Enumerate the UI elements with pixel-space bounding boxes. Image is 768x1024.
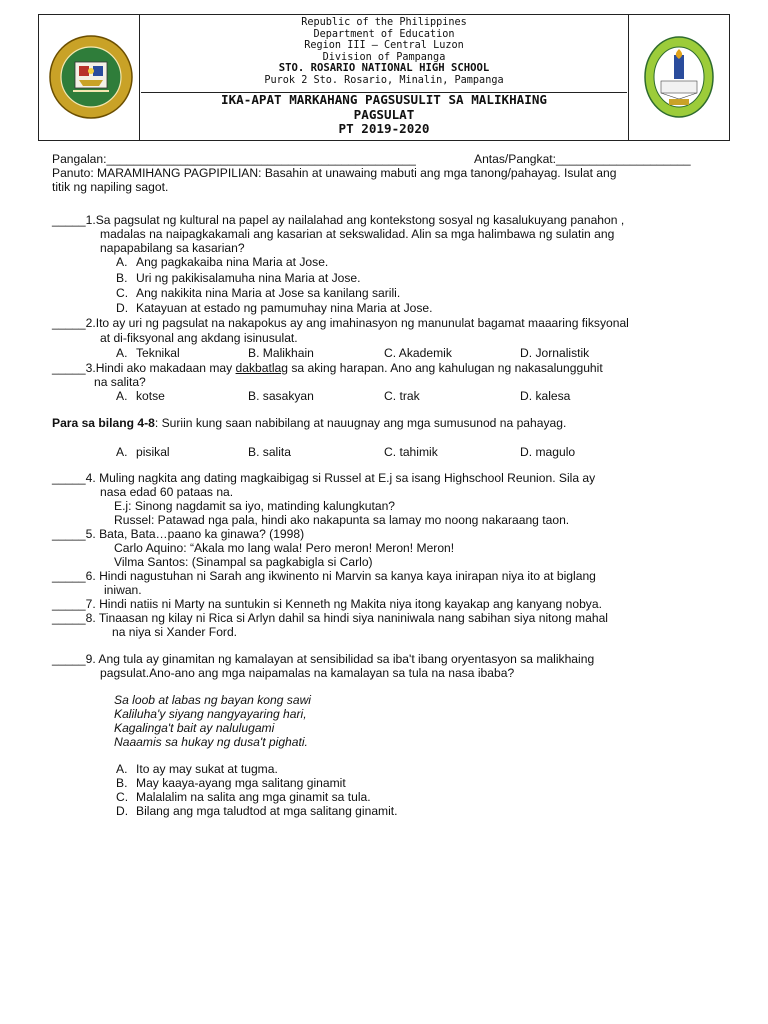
header-line-division: Division of Pampanga bbox=[322, 51, 446, 63]
q3-line-1 bbox=[52, 362, 603, 376]
header-left-cell bbox=[39, 15, 140, 140]
q8-line-2: na niya si Xander Ford. bbox=[112, 625, 238, 639]
q9-choice-b: May kaaya-ayang mga salitang ginamit bbox=[136, 776, 346, 790]
q1-choice-c-letter: C. bbox=[116, 286, 129, 300]
exam-title-block bbox=[141, 92, 627, 141]
q2-choice-c: C. Akademik bbox=[384, 346, 452, 360]
q1-line-1: _____1.Sa pagsulat ng kultural na papel ay nailalahad ang kontekstong sosyal ng kasalukuyang panahon , bbox=[52, 213, 625, 227]
deped-seal-icon bbox=[47, 25, 135, 129]
q3-choice-d: D. kalesa bbox=[520, 389, 571, 403]
q5-line-2: Carlo Aquino: “Akala mo lang wala! Pero meron! Meron! Meron! bbox=[114, 541, 455, 555]
q2-choice-b: B. Malikhain bbox=[248, 346, 314, 360]
q2-choice-a: Teknikal bbox=[136, 346, 180, 360]
q9-choice-c-letter: C. bbox=[116, 790, 129, 804]
q1-choice-c: Ang nakikita nina Maria at Jose sa kanilang sarili. bbox=[136, 286, 401, 300]
section-choice-a-letter: A. bbox=[116, 445, 128, 459]
q8-line-1: _____8. Tinaasan ng kilay ni Rica si Arlyn dahil sa hindi siya naniniwala nang sabihan siya nitong mahal bbox=[52, 611, 608, 625]
q4-line-4: Russel: Patawad nga pala, hindi ako nakapunta sa lamay mo noong nakaraang taon. bbox=[114, 513, 570, 527]
section-4-8-text: : Suriin kung saan nabibilang at nauugnay ang mga sumusunod na pahayag. bbox=[154, 416, 567, 430]
q1-choice-d: Katayuan at estado ng pamumuhay nina Maria at Jose. bbox=[136, 301, 433, 315]
q1-choice-b-letter: B. bbox=[116, 271, 128, 285]
q4-line-3: E.j: Sinong nagdamit sa iyo, matinding kalungkutan? bbox=[114, 499, 396, 513]
section-choice-a: pisikal bbox=[136, 445, 170, 459]
instructions-line-2: titik ng napiling sagot. bbox=[52, 180, 169, 194]
q4-line-1: _____4. Muling nagkita ang dating magkaibigag si Russel at E.j sa isang Highschool Reunion. Sila ay bbox=[52, 471, 596, 485]
q1-choice-b: Uri ng pakikisalamuha nina Maria at Jose. bbox=[136, 271, 361, 285]
section-choice-b: B. salita bbox=[248, 445, 292, 459]
exam-header bbox=[38, 14, 730, 141]
q2-choice-a-letter: A. bbox=[116, 346, 128, 360]
section-4-8-instruction bbox=[52, 417, 566, 431]
q2-choice-d: D. Jornalistik bbox=[520, 346, 590, 360]
section-choice-c: C. tahimik bbox=[384, 445, 438, 459]
q3-line-1-start: _____3.Hindi ako makadaan may bbox=[52, 361, 236, 375]
poem-line-2: Kaliluha'y siyang nangyayaring hari, bbox=[114, 707, 307, 721]
exam-title-line-2: PAGSULAT bbox=[353, 106, 415, 122]
q3-line-2: na salita? bbox=[94, 375, 146, 389]
poem-line-1: Sa loob at labas ng bayan kong sawi bbox=[114, 693, 311, 707]
q3-choice-a: kotse bbox=[136, 389, 165, 403]
q9-choice-d: Bilang ang mga taludtod at mga salitang ginamit. bbox=[136, 804, 398, 818]
q4-line-2: nasa edad 60 pataas na. bbox=[100, 485, 234, 499]
header-institution-block bbox=[141, 15, 627, 93]
q7-line-1: _____7. Hindi natiis ni Marty na suntukin si Kenneth ng Makita niya itong kayakap ang kanyang nobya. bbox=[52, 597, 602, 611]
header-line-deped: Department of Education bbox=[313, 28, 455, 40]
q9-line-2: pagsulat.Ano-ano ang mga naipamalas na kamalayan sa tula na nasa ibaba? bbox=[100, 666, 515, 680]
name-field-label: Pangalan:______________________________________________ bbox=[52, 152, 416, 166]
q1-line-2: madalas na naipagkakamali ang kasarian at sekswalidad. Alin sa mga halimbawa ng sulatin ang bbox=[100, 227, 615, 241]
q3-choice-c: C. trak bbox=[384, 389, 420, 403]
section-4-8-label: Para sa bilang 4-8 bbox=[52, 416, 155, 430]
q3-choice-a-letter: A. bbox=[116, 389, 128, 403]
q3-underlined-word: dakbatlag bbox=[235, 361, 288, 375]
instructions-line-1: Panuto: MARAMIHANG PAGPIPILIAN: Basahin at unawaing mabuti ang mga tanong/pahayag. Isulat ang bbox=[52, 166, 617, 180]
q3-choice-b: B. sasakyan bbox=[248, 389, 314, 403]
q9-choice-a-letter: A. bbox=[116, 762, 128, 776]
exam-title-line-1: IKA-APAT MARKAHANG PAGSUSULIT SA MALIKHAING bbox=[220, 92, 548, 107]
q9-choice-d-letter: D. bbox=[116, 804, 129, 818]
header-school-address: Purok 2 Sto. Rosario, Minalin, Pampanga bbox=[264, 74, 504, 86]
q5-line-3: Vilma Santos: (Sinampal sa pagkabigla si Carlo) bbox=[114, 555, 373, 569]
q1-choice-a: Ang pagkakaiba nina Maria at Jose. bbox=[136, 255, 329, 269]
header-school-name: STO. ROSARIO NATIONAL HIGH SCHOOL bbox=[278, 62, 490, 75]
grade-section-label: Antas/Pangkat:____________________ bbox=[474, 152, 691, 166]
q3-line-1-end: sa aking harapan. Ano ang kahulugan ng nakasalungguhit bbox=[288, 361, 603, 375]
q2-line-2: at di-fiksyonal ang akdang isinusulat. bbox=[100, 331, 298, 345]
exam-title-line-3: PT 2019-2020 bbox=[338, 121, 430, 136]
q1-choice-d-letter: D. bbox=[116, 301, 129, 315]
section-choice-d: D. magulo bbox=[520, 445, 576, 459]
school-seal-icon bbox=[643, 35, 715, 119]
q9-choice-c: Malalalim na salita ang mga ginamit sa tula. bbox=[136, 790, 371, 804]
q9-line-1: _____9. Ang tula ay ginamitan ng kamalayan at sensibilidad sa iba't ibang oryentasyon sa malikhaing bbox=[52, 652, 595, 666]
poem-line-4: Naaamis sa hukay ng dusa't pighati. bbox=[114, 735, 308, 749]
q9-choice-b-letter: B. bbox=[116, 776, 128, 790]
header-line-republic: Republic of the Philippines bbox=[301, 17, 467, 28]
q1-choice-a-letter: A. bbox=[116, 255, 128, 269]
poem-line-3: Kagalinga't bait ay nalulugami bbox=[114, 721, 275, 735]
q2-line-1: _____2.Ito ay uri ng pagsulat na nakapokus ay ang imahinasyon ng manunulat bagamat maaaring fiksyonal bbox=[52, 316, 629, 330]
header-line-region: Region III – Central Luzon bbox=[304, 40, 464, 52]
header-right-cell bbox=[628, 15, 729, 140]
q5-line-1: _____5. Bata, Bata…paano ka ginawa? (1998) bbox=[52, 527, 305, 541]
q6-line-1: _____6. Hindi nagustuhan ni Sarah ang ikwinento ni Marvin sa kanya kaya inirapan niya ito at biglang bbox=[52, 569, 596, 583]
q1-line-3: napapabilang sa kasarian? bbox=[100, 241, 245, 255]
q6-line-2: iniwan. bbox=[104, 583, 142, 597]
q9-choice-a: Ito ay may sukat at tugma. bbox=[136, 762, 278, 776]
